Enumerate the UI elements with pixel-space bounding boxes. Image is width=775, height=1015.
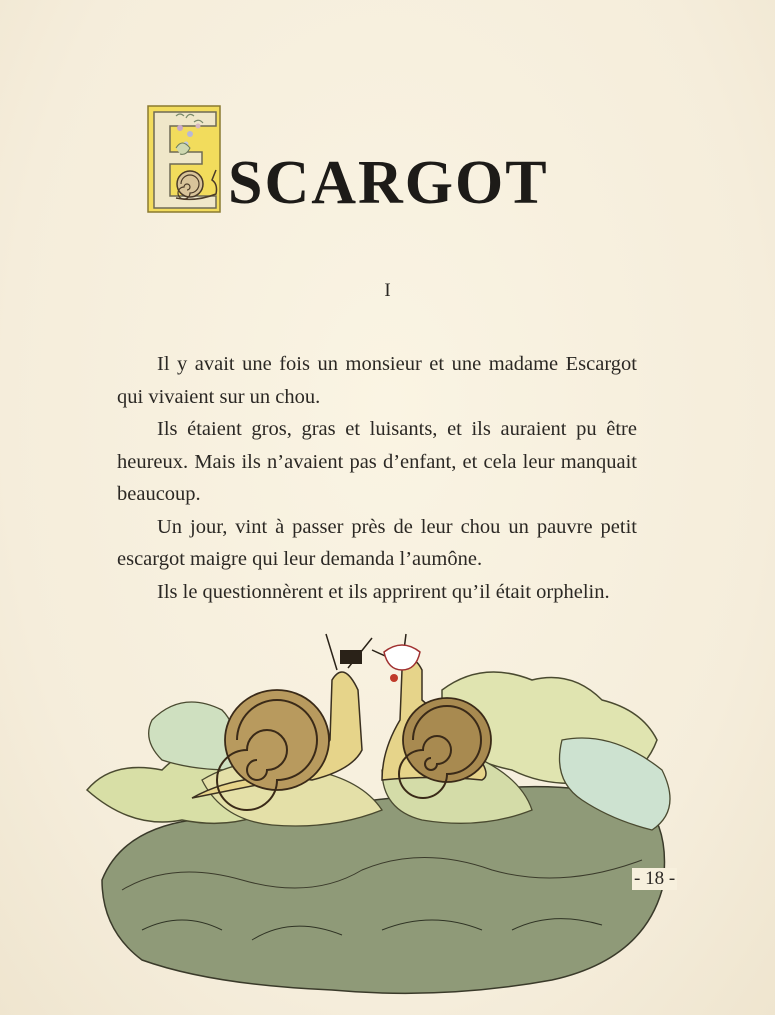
chapter-number: I [384,280,391,301]
paragraph: Ils le questionnèrent et ils apprirent qu’il était orphelin. [157,580,610,603]
page-number: - 18 - [634,868,676,889]
paragraph: Un jour, vint à passer près de leur chou un pauvre petit escargot maigre qui leur demanda l’aumône. [117,515,637,570]
paragraph: Ils étaient gros, gras et luisants, et ils auraient pu être heureux. Mais ils n’avaient pas d’enfant, et cela leur manquait beaucoup. [117,418,637,505]
title-text: SCARGOT [228,149,549,217]
illuminated-initial-e-icon [146,104,222,214]
story-title [146,104,586,216]
paragraph: Il y avait une fois un monsieur et une madame Escargot qui vivaient sur un chou. [117,353,637,408]
snails-on-cabbage-illustration [82,630,682,1000]
story-text [117,348,637,608]
